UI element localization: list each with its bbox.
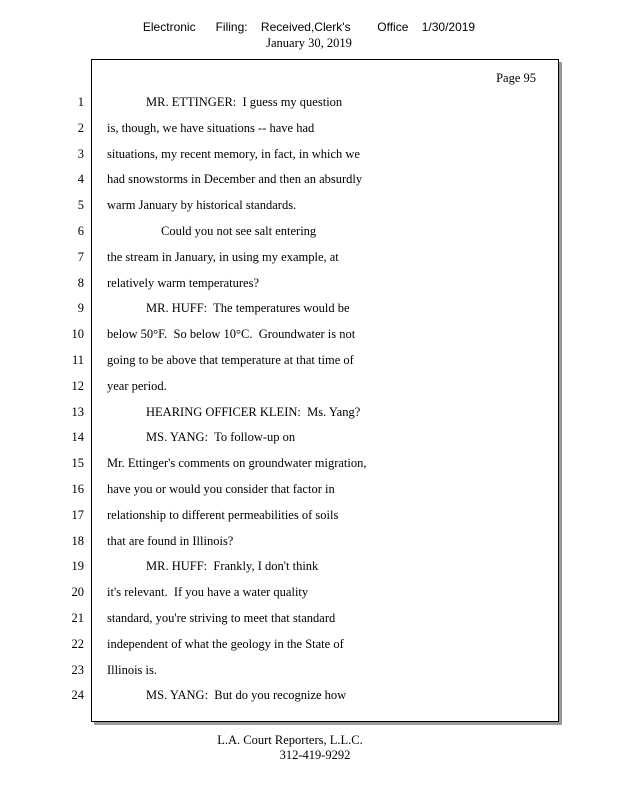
line-number: 22 bbox=[71, 636, 84, 651]
line-number: 7 bbox=[77, 249, 84, 264]
line-number: 2 bbox=[77, 120, 84, 135]
transcript-line: below 50°F. So below 10°C. Groundwater is not bbox=[107, 327, 356, 342]
transcript-line: relationship to different permeabilities of soils bbox=[107, 507, 339, 522]
line-number: 6 bbox=[77, 223, 84, 238]
transcript-line: Mr. Ettinger's comments on groundwater migration, bbox=[107, 456, 367, 471]
line-number: 8 bbox=[77, 275, 84, 290]
transcript-line: have you or would you consider that factor in bbox=[107, 481, 335, 496]
line-number: 15 bbox=[71, 456, 84, 471]
line-number: 11 bbox=[71, 352, 84, 367]
transcript-line: is, though, we have situations -- have had bbox=[107, 120, 315, 135]
line-number: 17 bbox=[71, 507, 84, 522]
transcript-line: MS. YANG: But do you recognize how bbox=[146, 688, 347, 703]
transcript-line: had snowstorms in December and then an absurdly bbox=[107, 172, 363, 187]
line-number: 1 bbox=[77, 95, 84, 109]
transcript-text bbox=[107, 94, 547, 713]
line-number: 23 bbox=[71, 662, 84, 677]
transcript-line: situations, my recent memory, in fact, in which we bbox=[107, 146, 360, 161]
transcript-line: it's relevant. If you have a water quality bbox=[107, 585, 309, 600]
page-number: Page 95 bbox=[496, 71, 536, 85]
line-number: 21 bbox=[71, 610, 84, 625]
line-number: 20 bbox=[71, 585, 84, 600]
transcript-line: going to be above that temperature at that time of bbox=[107, 352, 354, 367]
transcript-line: independent of what the geology in the State of bbox=[107, 636, 344, 651]
line-number: 24 bbox=[71, 688, 84, 703]
electronic-filing-stamp: Electronic Filing: Received,Clerk's Office 1/30/2019 bbox=[142, 20, 476, 34]
line-number: 4 bbox=[77, 172, 84, 187]
line-number: 3 bbox=[77, 146, 84, 161]
line-number: 14 bbox=[71, 430, 84, 445]
line-number-column bbox=[48, 94, 84, 713]
transcript-line: Illinois is. bbox=[107, 662, 158, 677]
transcript-line: MR. ETTINGER: I guess my question bbox=[146, 95, 343, 109]
transcript-line: standard, you're striving to meet that standard bbox=[107, 610, 336, 625]
transcript-line: warm January by historical standards. bbox=[107, 198, 297, 213]
transcript-line: MR. HUFF: The temperatures would be bbox=[146, 301, 350, 316]
transcript-line: MS. YANG: To follow-up on bbox=[146, 430, 296, 445]
transcript-line: Could you not see salt entering bbox=[161, 223, 317, 238]
transcript-line: the stream in January, in using my example, at bbox=[107, 249, 339, 264]
transcript-line: HEARING OFFICER KLEIN: Ms. Yang? bbox=[146, 404, 361, 419]
line-number: 13 bbox=[71, 404, 84, 419]
line-number: 5 bbox=[77, 198, 84, 213]
line-number: 12 bbox=[71, 378, 84, 393]
line-number: 9 bbox=[77, 301, 84, 316]
transcript-line: year period. bbox=[107, 378, 167, 393]
line-number: 18 bbox=[71, 533, 84, 548]
transcript-line: relatively warm temperatures? bbox=[107, 275, 260, 290]
court-reporter-phone: 312-419-9292 bbox=[279, 748, 351, 762]
transcript-line: that are found in Illinois? bbox=[107, 533, 234, 548]
line-number: 10 bbox=[71, 327, 84, 342]
line-number: 16 bbox=[71, 481, 84, 496]
filing-date: January 30, 2019 bbox=[266, 36, 352, 50]
court-reporter-name: L.A. Court Reporters, L.L.C. bbox=[217, 733, 363, 747]
line-number: 19 bbox=[71, 559, 84, 574]
transcript-line: MR. HUFF: Frankly, I don't think bbox=[146, 559, 319, 574]
